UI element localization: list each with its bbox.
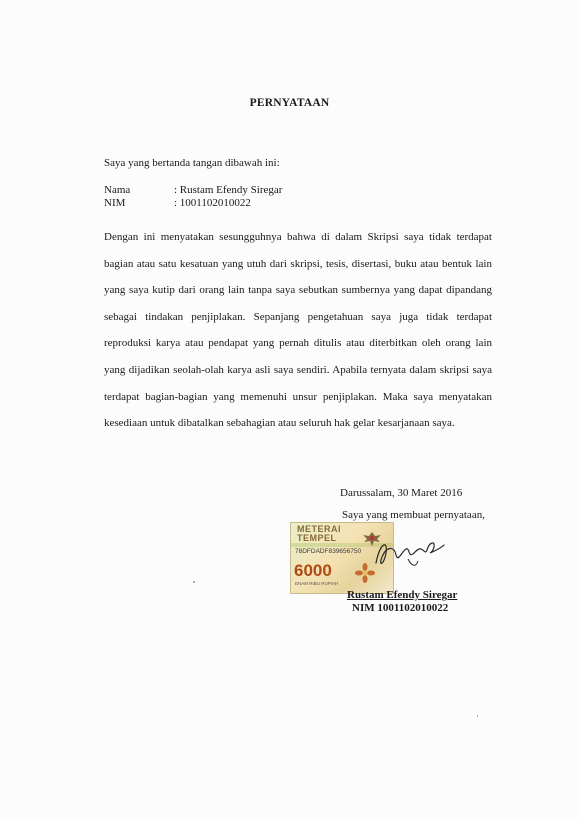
name-label: Nama [104,184,131,196]
signer-nim: NIM 1001102010022 [352,602,449,614]
nim-value: : 1001102010022 [174,196,251,209]
signer-line: Saya yang membuat pernyataan, [342,509,485,521]
handwritten-signature [372,533,447,573]
scan-speck [193,581,195,583]
nim-label: NIM [104,196,126,209]
stamp-label [297,525,341,543]
stamp-label-line1: METERAI [297,524,341,534]
stamp-serial: 78DFDADF839656750 [295,548,362,555]
stamp-subtext: ENAM RIBU RUPIAH [295,581,339,586]
name-value: : Rustam Efendy Siregar [174,184,283,196]
stamp-label-line2: TEMPEL [297,533,337,543]
stamp-value: 6000 [294,561,332,580]
place-date: Darussalam, 30 Maret 2016 [340,487,463,499]
scan-speck [477,715,478,717]
document-title: PERNYATAAN [249,97,330,109]
statement-paragraph: Dengan ini menyatakan sesungguhnya bahwa di dalam Skripsi saya tidak terdapat bagian atau satu kesatuan yang utuh dari skripsi, tesis, disertasi, buku atau bentuk lain yang saya kutip dari orang lain tanpa saya sebutkan sumbernya yang dapat dipandang sebagai tindakan penjiplakan. Sepanjang pengetahuan saya juga tidak terdapat reproduksi karya atau pendapat yang pernah ditulis atau diterbitkan oleh orang lain yang dijadikan seolah-olah karya asli saya sendiri. Apabila ternyata dalam skripsi saya terdapat bagian-bagian yang memenuhi unsur penjiplakan. Maka saya menyatakan kesediaan untuk dibatalkan sebahagian atau seluruh hak gelar kesarjanaan saya. [104,231,492,430]
signer-name: Rustam Efendy Siregar [347,589,458,601]
intro-text: Saya yang bertanda tangan dibawah ini: [104,157,280,169]
